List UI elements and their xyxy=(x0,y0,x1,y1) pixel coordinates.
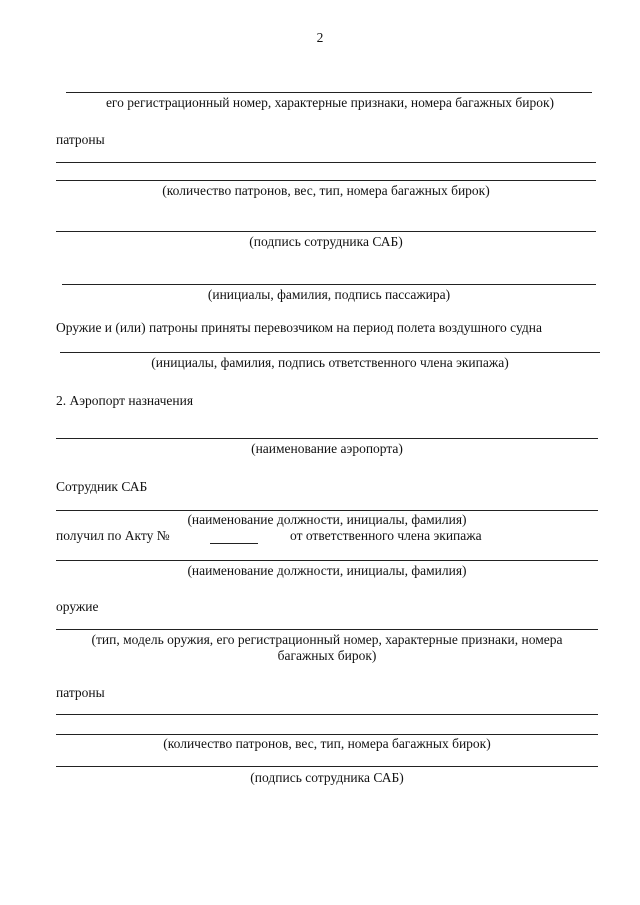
act-number-blank xyxy=(210,543,258,544)
section2-heading: 2. Аэропорт назначения xyxy=(56,393,194,408)
sab-officer-label: Сотрудник САБ xyxy=(56,479,148,494)
weapon-line-2 xyxy=(56,629,598,630)
cartridges-line-4 xyxy=(56,734,598,735)
received-by-act-label: получил по Акту № xyxy=(56,528,170,543)
cartridges-label: патроны xyxy=(56,132,105,147)
sab-officer-line xyxy=(56,510,598,511)
cartridges-line-2 xyxy=(56,180,596,181)
sab-signature-line-2 xyxy=(56,766,598,767)
weapon-line xyxy=(66,92,592,93)
weapon-label: оружие xyxy=(56,599,99,614)
crew-member-caption: (инициалы, фамилия, подпись ответственного члена экипажа) xyxy=(151,355,509,370)
weapon-caption-tail: его регистрационный номер, характерные признаки, номера багажных бирок) xyxy=(105,95,555,110)
cartridges-line-3 xyxy=(56,714,598,715)
position-caption-1: (наименование должности, инициалы, фамилия) xyxy=(187,512,467,527)
cartridges-label-2: патроны xyxy=(56,685,105,700)
weapon-caption-line1: (тип, модель оружия, его регистрационный номер, характерные признаки, номера xyxy=(91,632,563,647)
airport-caption: (наименование аэропорта) xyxy=(251,441,403,456)
position-caption-2: (наименование должности, инициалы, фамилия) xyxy=(187,563,467,578)
from-crew-label: от ответственного члена экипажа xyxy=(290,528,482,543)
crew-member-line xyxy=(60,352,600,353)
cartridges-line-1 xyxy=(56,162,596,163)
passenger-signature-line xyxy=(62,284,596,285)
crew-position-line xyxy=(56,560,598,561)
cartridges-caption: (количество патронов, вес, тип, номера багажных бирок) xyxy=(162,183,490,198)
passenger-caption: (инициалы, фамилия, подпись пассажира) xyxy=(207,287,451,302)
cartridges-caption-2: (количество патронов, вес, тип, номера багажных бирок) xyxy=(163,736,491,751)
airport-line xyxy=(56,438,598,439)
sab-signature-caption: (подпись сотрудника САБ) xyxy=(249,234,403,249)
page-number: 2 xyxy=(316,30,324,45)
weapon-caption-line2: багажных бирок) xyxy=(277,648,377,663)
sab-signature-caption-2: (подпись сотрудника САБ) xyxy=(250,770,404,785)
accepted-statement: Оружие и (или) патроны приняты перевозчиком на период полета воздушного судна xyxy=(56,320,542,335)
sab-signature-line xyxy=(56,231,596,232)
